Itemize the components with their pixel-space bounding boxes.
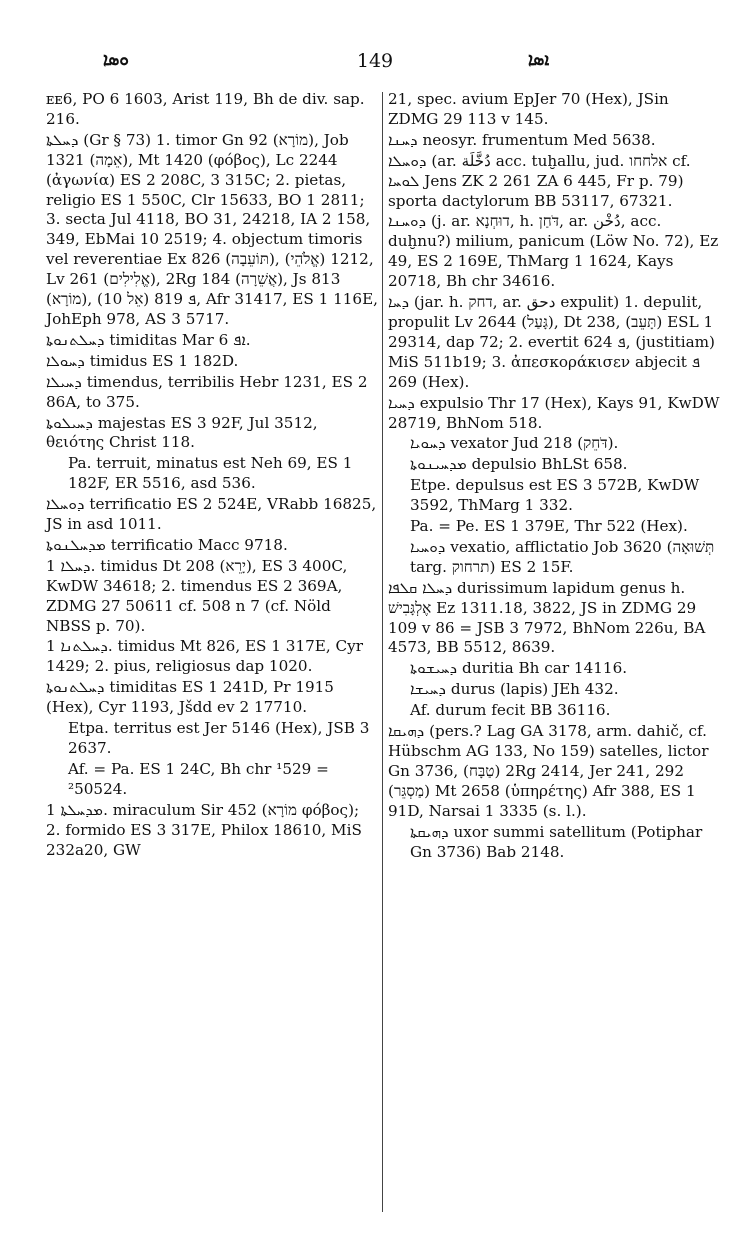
dictionary-entry: ܕܗܝܩܬܐ uxor summi satellitum (Potiphar Gn 3736) Bab 2148. — [410, 822, 703, 861]
dictionary-entry: ܕܚܢܐ neosyr. frumentum Med 5638. — [388, 130, 656, 149]
dictionary-entry: ܕܘܚܠܐ terrificatio ES 2 524E, VRabb 16825, JS in asd 1011. — [46, 495, 377, 534]
dictionary-entry: Etpe. depulsus est ES 3 572B, KwDW 3592, ThMarg 1 332. — [410, 476, 700, 515]
page-number: 149 — [356, 50, 394, 72]
dictionary-entry: ܕܚܠܬܢܘܬܐ timiditas ES 1 241D, Pr 1915 (Hex), Cyr 1193, Jšdd ev 2 17710. — [46, 678, 334, 717]
dictionary-entry: Af. durum fecit BB 36116. — [410, 701, 611, 720]
dictionary-entry: ܡܕܚܠܢܘܬܐ terrificatio Macc 9718. — [46, 535, 288, 554]
running-head-right: ܐܣܐ — [528, 50, 550, 70]
dictionary-entry: ܡܕܚܝܢܘܬܐ depulsio BhLSt 658. — [410, 455, 628, 474]
dictionary-entry: ܕܚܠܬܢܘܬܐ timiditas Mar ܐܦ 6. — [46, 330, 251, 349]
dictionary-entry: ܕܚܠܬܢܐ 1. timidus Mt 826, ES 1 317E, Cyr 1429; 2. pius, religiosus dap 1020. — [46, 637, 363, 676]
left-column — [46, 90, 378, 861]
dictionary-entry: Pa. = Pe. ES 1 379E, Thr 522 (Hex). — [410, 517, 688, 536]
dictionary-entry: ܕܚܐ (jar. h. דחק, ar. دحق expulit) 1. depulit, propulit Lv 2644 (גָּעַל), Dt 238, (תָּעֵב) ESL 1 29314, dap 72; 2. evertit ܦ 624, (justitiam) MiS 511b19; 3. ἀπεσκοράκισεν abjecit ܦ 269 (Hex). — [388, 293, 715, 391]
dictionary-entry: ܕܘܚܝܐ vexatio, afflictatio Job 3620 (תְּשׁוּאָה targ. תרחוק) ES 2 15F. — [410, 537, 715, 576]
dictionary-entry: ܕܘܚܠܐ (ar. دُخَّلَة acc. tuḫallu, jud. אלחחו cf. ܠܘܚܐ Jens ZK 2 261 ZA 6 445, Fr p. 79) sporta dactylorum BB 53117, 67321. — [388, 151, 691, 210]
dictionary-entry: ܕܚܠܬܐ (Gr § 73) 1. timor Gn 92 (מוֹרָא), Job 1321 (אֵמָה), Mt 1420 (φόβος), Lc 2244 (ἀγωνία) ES 2 208C, 3 315C; 2. pietas, religio ES 1 550C, Clr 15633, BO 1 2811; 3. secta Jul 4118, BO 31, 24218, IA 2 158, 349, EbMai 10 2519; 4. objectum timoris vel reverentiae Ex 826 (תּוֹעֵבָה), 1212 (אֱלֹהֵי), Lv 261 (אֱלִילִים), 2Rg 184 (אֲשֵׁרָה), Js 813 (מוֹרָא), ܦ 819 (אֵל 10), Afr 31417, ES 1 116E, JohEph 978, AS 3 5717. — [46, 130, 379, 328]
dictionary-entry: Af. = Pa. ES 1 24C, Bh chr ¹529 = ²50524. — [68, 759, 329, 798]
dictionary-entry: 21, spec. avium EpJer 70 (Hex), JSin ZDMG 29 113 v 145. — [388, 90, 669, 128]
dictionary-entry: ܕܚܝܠܘܬܐ majestas ES 3 92F, Jul 3512, θειότης Christ 118. — [46, 413, 318, 452]
dictionary-entry: ܕܚܘܠܐ timidus ES 1 182D. — [46, 351, 239, 370]
running-head-left: ܘܣܐ — [103, 50, 129, 70]
dictionary-entry: ᴇᴇ6, PO 6 1603, Arist 119, Bh de div. sap. 216. — [46, 90, 365, 128]
page-header — [0, 50, 750, 80]
dictionary-entry: ܕܚܠܐ 1. timidus Dt 208 (יָרֵא), ES 3 400C, KwDW 34618; 2. timendus ES 2 369A, ZDMG 27 50611 cf. 508 n 7 (cf. Nöld NBSS p. 70). — [46, 556, 348, 635]
dictionary-entry: ܕܘܚܢܐ (j. ar. דוּחְנָא, h. דֹּחַן, ar. دُخْن, acc. duḫnu?) milium, panicum (Löw No. 72), Ez 49, ES 2 169E, ThMarg 1 1624, Kays 20718, Bh chr 34616. — [388, 212, 719, 291]
dictionary-entry: ܕܚܝܫܘܬܐ duritia Bh car 14116. — [410, 659, 628, 678]
right-column — [388, 90, 722, 863]
dictionary-entry: ܕܗܝܩܐ (pers.? Lag GA 3178, arm. dahič, cf. Hübschm AG 133, No 159) satelles, lictor Gn 3736, (טַבָּח) 2Rg 2414, Jer 241, 292 (מַסְגֵּר) Mt 2658 (ὑπηρέτης) Afr 388, ES 1 91D, Narsai 1 3335 (s. l.). — [388, 722, 709, 820]
dictionary-entry: ܕܚܝܫܐ durus (lapis) JEh 432. — [410, 680, 619, 699]
dictionary-entry: ܕܚܝܠܐ timendus, terribilis Hebr 1231, ES 2 86A, to 375. — [46, 372, 368, 411]
dictionary-entry: ܕܚܝܐ expulsio Thr 17 (Hex), Kays 91, KwDW 28719, BhNom 518. — [388, 393, 720, 432]
dictionary-entry: Pa. terruit, minatus est Neh 69, ES 1 182F, ER 5516, asd 536. — [68, 454, 353, 493]
dictionary-entry: Etpa. territus est Jer 5146 (Hex), JSB 3 2637. — [68, 719, 370, 757]
dictionary-entry: ܡܕܚܠܬܐ 1. miraculum Sir 452 (מוֹרָא φόβος); 2. formido ES 3 317E, Philox 18610, MiS 232a20, GW — [46, 800, 362, 859]
dictionary-entry: ܕܚܘܝܐ vexator Jud 218 (דֹּחֵק). — [410, 434, 619, 453]
dictionary-entry: ܕܚܠܐ ܩܠܦܐ durissimum lapidum genus h. אֶלְגָּבִישׁ Ez 1311.18, 3822, JS in ZDMG 29 109 v 86 = JSB 3 7972, BhNom 226u, BA 4573, BB 5512, 8639. — [388, 578, 706, 657]
column-divider — [382, 92, 383, 1212]
